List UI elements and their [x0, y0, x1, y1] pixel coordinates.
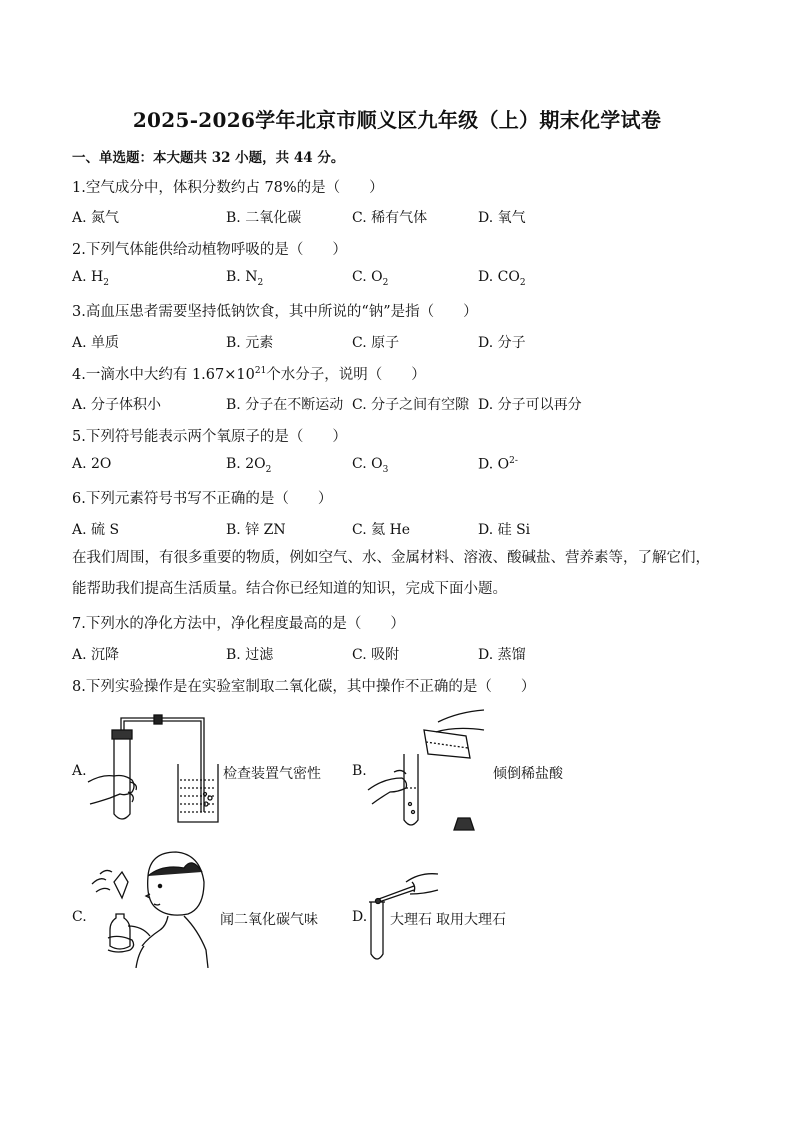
q5-option-a[interactable]: A. 2O: [72, 456, 112, 472]
q5-b-sub: 2: [265, 464, 272, 475]
question-4-stem: [72, 363, 426, 384]
q4-option-d[interactable]: D. 分子可以再分: [478, 397, 582, 413]
q3-option-c[interactable]: C. 原子: [352, 335, 400, 351]
page-title: 2025-2026学年北京市顺义区九年级（上）期末化学试卷: [132, 108, 662, 132]
question-1-stem: 1.空气成分中，体积分数约占 78%的是（ ）: [72, 180, 384, 196]
q2-option-c[interactable]: [352, 269, 388, 288]
q2-option-b[interactable]: [226, 269, 263, 288]
question-2-stem: 2.下列气体能供给动植物呼吸的是（ ）: [72, 242, 347, 258]
q7-option-a[interactable]: A. 沉降: [72, 647, 120, 663]
smell-gas-illustration: [88, 846, 218, 968]
q5-option-b[interactable]: [226, 456, 271, 475]
q1-option-a[interactable]: A. 氮气: [72, 210, 120, 226]
q4-stem-post: 个水分子，说明（ ）: [266, 367, 426, 383]
airtightness-check-illustration: [84, 712, 224, 827]
q7-option-c[interactable]: C. 吸附: [352, 647, 400, 663]
q6-option-a[interactable]: A. 硫 S: [72, 522, 120, 538]
q8-option-b-letter[interactable]: B.: [352, 763, 367, 779]
q4-option-b[interactable]: B. 分子在不断运动: [226, 397, 344, 413]
q7-option-d[interactable]: D. 蒸馏: [478, 647, 526, 663]
q2-option-d[interactable]: [478, 269, 526, 288]
q1-option-d[interactable]: D. 氧气: [478, 210, 526, 226]
q3-option-d[interactable]: D. 分子: [478, 335, 526, 351]
q4-stem-exponent: 21: [254, 366, 267, 377]
q8-option-d-caption: 取用大理石: [436, 912, 506, 928]
q2-c-text: C. O: [352, 269, 383, 285]
q5-c-sub: 3: [382, 464, 389, 475]
q3-option-a[interactable]: A. 单质: [72, 335, 120, 351]
context-paragraph: 在我们周围，有很多重要的物质，例如空气、水、金属材料、溶液、酸碱盐、营养素等，了解它们，能帮助我们提高生活质量。结合你已经知道的知识，完成下面小题。: [72, 550, 710, 597]
q4-option-a[interactable]: A. 分子体积小: [72, 397, 162, 413]
q5-option-d[interactable]: [478, 456, 518, 473]
q8-option-c-caption: 闻二氧化碳气味: [220, 912, 318, 928]
q1-option-b[interactable]: B. 二氧化碳: [226, 210, 302, 226]
q2-d-sub: 2: [519, 277, 526, 288]
q5-d-sup: 2-: [509, 456, 518, 466]
q5-option-c[interactable]: [352, 456, 388, 475]
q8-option-c-letter[interactable]: C.: [72, 909, 87, 925]
section-heading: 一、单选题：本大题共 32 小题，共 44 分。: [72, 150, 345, 166]
q7-option-b[interactable]: B. 过滤: [226, 647, 274, 663]
q3-option-b[interactable]: B. 元素: [226, 335, 274, 351]
q6-option-b[interactable]: B. 锌 ZN: [226, 522, 286, 538]
q4-stem-pre: 4.一滴水中大约有 1.67×10: [72, 367, 255, 383]
q8-option-d-letter[interactable]: D.: [352, 909, 368, 925]
q5-b-text: B. 2O: [226, 456, 266, 472]
q1-option-c[interactable]: C. 稀有气体: [352, 210, 428, 226]
marble-label: 大理石: [390, 912, 432, 928]
q2-a-sub: 2: [103, 277, 109, 288]
q2-c-sub: 2: [382, 277, 389, 288]
q2-a-text: A. H: [72, 269, 104, 285]
q2-b-sub: 2: [257, 277, 264, 288]
q8-option-a-letter[interactable]: A.: [72, 763, 87, 779]
question-8-stem: 8.下列实验操作是在实验室制取二氧化碳，其中操作不正确的是（ ）: [72, 679, 536, 695]
question-6-stem: 6.下列元素符号书写不正确的是（ ）: [72, 491, 333, 507]
q6-option-d[interactable]: D. 硅 Si: [478, 522, 531, 538]
q2-option-a[interactable]: [72, 269, 109, 288]
q5-c-text: C. O: [352, 456, 383, 472]
question-5-stem: 5.下列符号能表示两个氧原子的是（ ）: [72, 429, 347, 445]
q6-option-c[interactable]: C. 氦 He: [352, 522, 411, 538]
question-3-stem: 3.高血压患者需要坚持低钠饮食，其中所说的“钠”是指（ ）: [72, 304, 478, 320]
q8-option-a-caption: 检查装置气密性: [223, 766, 321, 782]
q8-option-b-caption: 倾倒稀盐酸: [493, 766, 563, 782]
q5-d-text: D. O: [478, 456, 510, 473]
q4-option-c[interactable]: C. 分子之间有空隙: [352, 397, 470, 413]
question-7-stem: 7.下列水的净化方法中，净化程度最高的是（ ）: [72, 616, 405, 632]
pour-acid-illustration: [366, 708, 491, 833]
q2-d-text: D. CO: [478, 269, 520, 285]
q2-b-text: B. N: [226, 269, 258, 285]
